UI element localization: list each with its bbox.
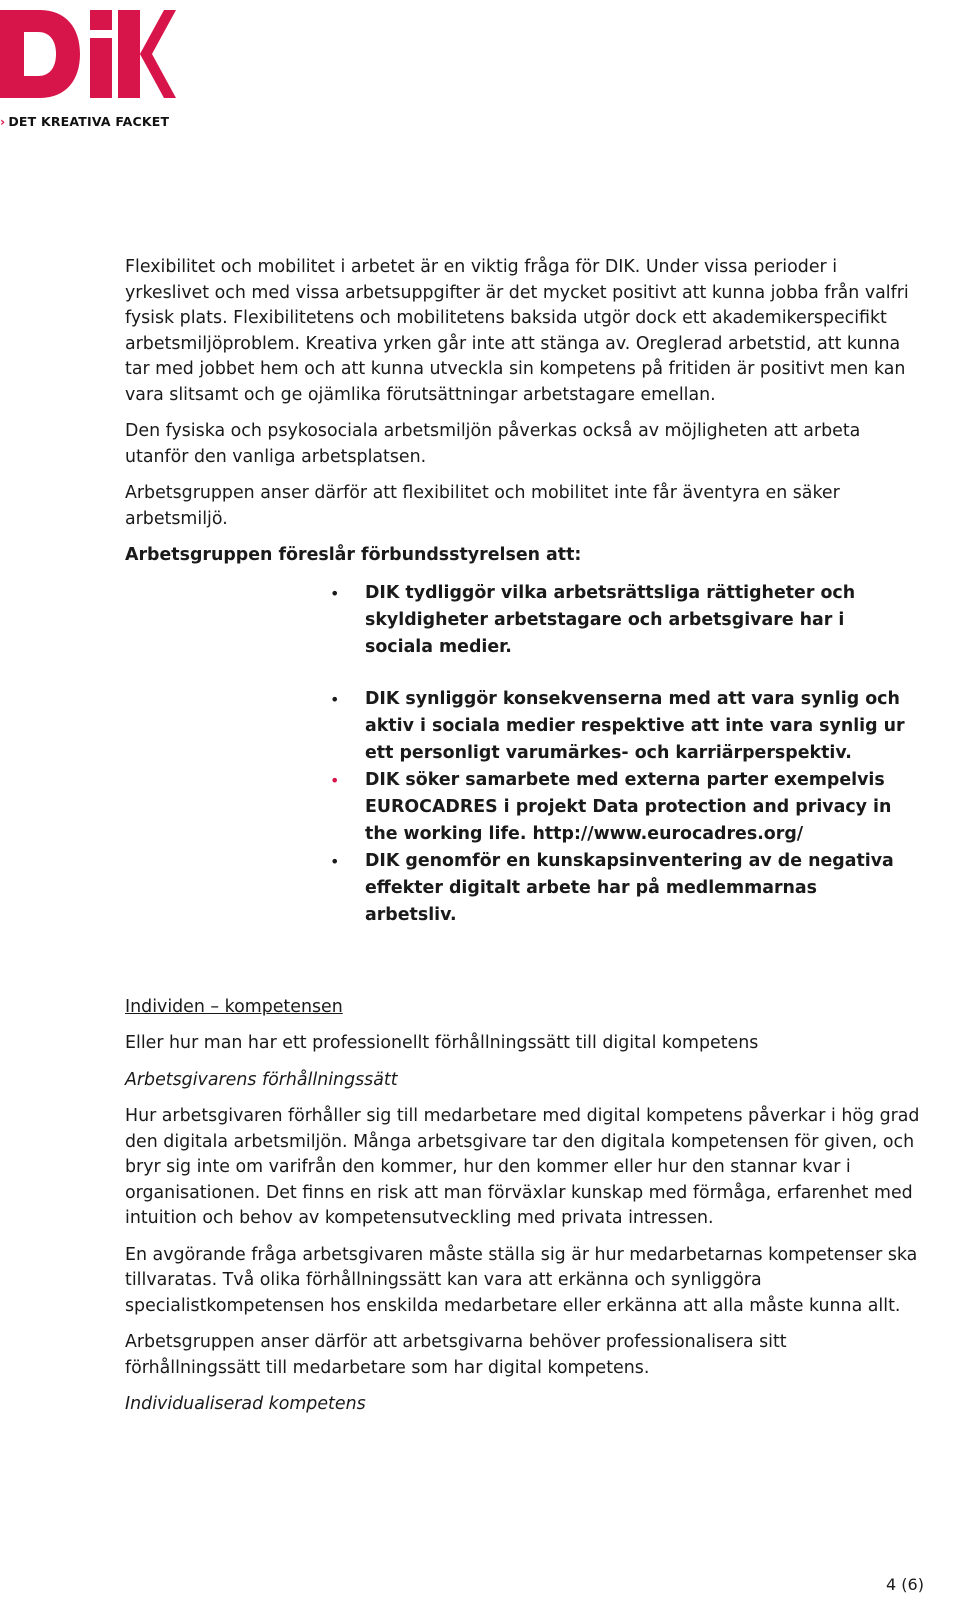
bullet-icon: • xyxy=(330,583,340,603)
dik-logo-mark xyxy=(0,6,176,106)
dik-logo xyxy=(0,6,176,130)
list-item-text: DIK genomför en kunskapsinventering av de negativa effekter digitalt arbete har på medlemmarnas arbetsliv. xyxy=(365,850,894,925)
list-item xyxy=(330,848,905,929)
subheading: Arbetsgivarens förhållningssätt xyxy=(125,1069,398,1090)
subheading: Individualiserad kompetens xyxy=(125,1394,366,1414)
paragraph: En avgörande fråga arbetsgivaren måste ställa sig är hur medarbetarnas kompetenser ska tillvaratas. Två olika förhållningssätt kan vara att erkänna och synliggöra specialistkompetensen hos enskilda medarbetare eller erkänna att alla måste kunna allt. xyxy=(125,1244,918,1316)
list-item-text: DIK synliggör konsekvenserna med att vara synlig och aktiv i sociala medier respektive att inte vara synlig ur ett personligt varumärkes- och karriärperspektiv. xyxy=(365,688,905,763)
chevron-right-icon: › xyxy=(0,114,6,129)
section-intro: Eller hur man har ett professionellt förhållningssätt till digital kompetens xyxy=(125,1033,759,1053)
bullet-icon: • xyxy=(330,689,340,709)
bullet-icon: • xyxy=(330,851,340,871)
proposals-list xyxy=(125,580,925,929)
paragraph: Arbetsgruppen anser därför att flexibilitet och mobilitet inte får äventyra en säker arbetsmiljö. xyxy=(125,483,840,529)
section-heading: Individen – kompetensen xyxy=(125,996,343,1017)
paragraph: Den fysiska och psykosociala arbetsmiljön påverkas också av möjligheten att arbeta utanför den vanliga arbetsplatsen. xyxy=(125,421,861,467)
list-item xyxy=(330,686,905,767)
list-item xyxy=(330,580,905,661)
logo-tagline xyxy=(0,114,169,129)
paragraph: Hur arbetsgivaren förhåller sig till medarbetare med digital kompetens påverkar i hög grad den digitala arbetsmiljön. Många arbetsgivare tar den digitala kompetensen för given, och bryr sig inte om varifrån den kommer, hur den kommer eller hur den stannar kvar i organisationen. Det finns en risk att man förväxlar kunskap med förmåga, erfarenhet med intuition och behov av kompetensutveckling med privata intressen. xyxy=(125,1106,920,1228)
tagline-text: DET KREATIVA FACKET xyxy=(8,114,170,129)
paragraph: Flexibilitet och mobilitet i arbetet är en viktig fråga för DIK. Under vissa perioder i yrkeslivet och med vissa arbetsuppgifter är det mycket positivt att kunna jobba från valfri fysisk plats. Flexibilitetens och mobilitetens baksida utgör dock ett akademikerspecifikt arbetsmiljöproblem. Kreativa yrken går inte att stänga av. Oreglerad arbetstid, att kunna tar med jobbet hem och att kunna utveckla sin kompetens på fritiden är positivt men kan vara slitsamt och ge ojämlika förutsättningar arbetstagare emellan. xyxy=(125,257,909,405)
page-number: 4 (6) xyxy=(886,1575,924,1594)
list-item-text: DIK söker samarbete med externa parter exempelvis EUROCADRES i projekt Data protection and privacy in the working life. http://www.eurocadres.org/ xyxy=(365,769,892,844)
document-body xyxy=(125,255,925,1429)
list-item-text: DIK tydliggör vilka arbetsrättsliga rättigheter och skyldigheter arbetstagare och arbetsgivare har i sociala medier. xyxy=(365,582,856,657)
proposals-heading: Arbetsgruppen föreslår förbundsstyrelsen att: xyxy=(125,545,582,565)
bullet-icon: • xyxy=(330,770,340,790)
list-item xyxy=(330,767,905,848)
paragraph: Arbetsgruppen anser därför att arbetsgivarna behöver professionalisera sitt förhållningssätt till medarbetare som har digital kompetens. xyxy=(125,1332,787,1378)
